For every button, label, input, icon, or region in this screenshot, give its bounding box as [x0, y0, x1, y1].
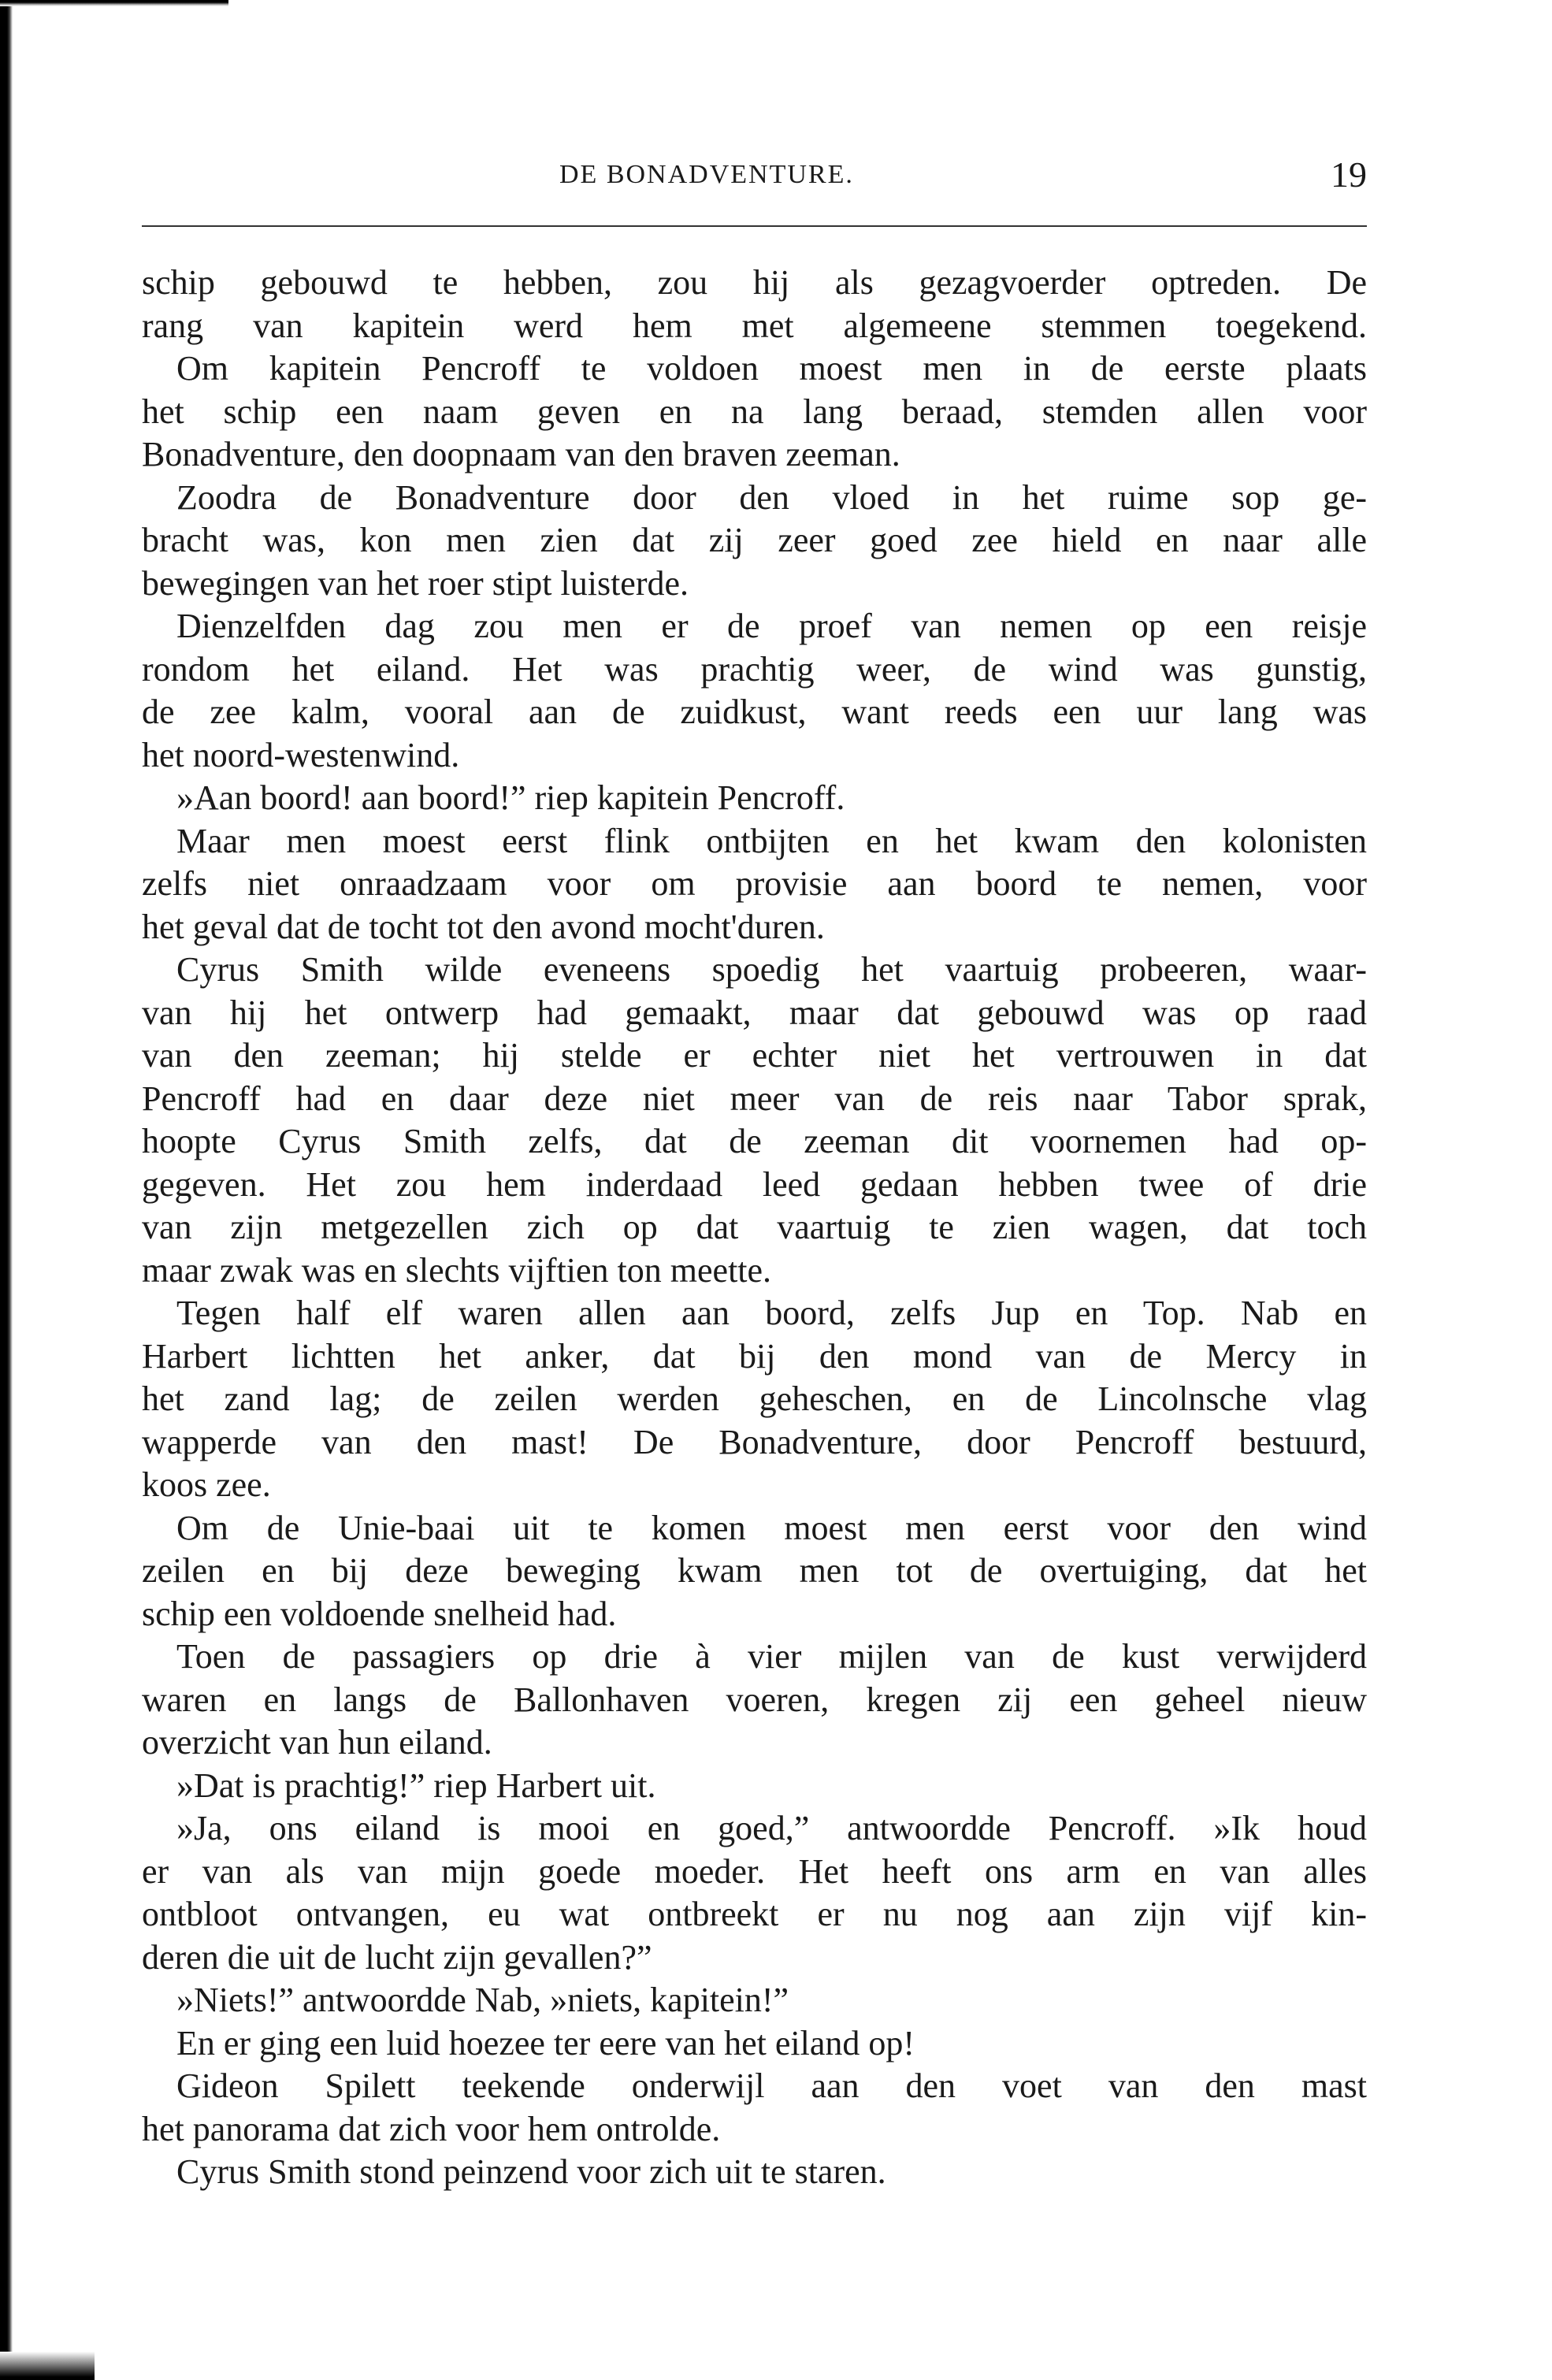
text-line: gegeven. Het zou hem inderdaad leed gedaan hebben twee of drie	[142, 1164, 1367, 1204]
text-line: van zijn metgezellen zich op dat vaartuig te zien wagen, dat toch	[142, 1208, 1367, 1246]
scan-border-top	[0, 0, 228, 6]
text-line: »Dat is prachtig!” riep Harbert uit.	[176, 1766, 656, 1805]
text-line: »Ja, ons eiland is mooi en goed,” antwoordde Pencroff. »Ik houd	[176, 1809, 1367, 1847]
text-line: schip gebouwd te hebben, zou hij als gezagvoerder optreden. De	[142, 263, 1367, 302]
text-line: koos zee.	[142, 1465, 271, 1504]
text-line: wapperde van den mast! De Bonadventure, door Pencroff bestuurd,	[142, 1422, 1367, 1461]
text-line: de zee kalm, vooral aan de zuidkust, want reeds een uur lang was	[142, 692, 1367, 731]
text-line: bewegingen van het roer stipt luisterde.	[142, 563, 689, 603]
text-line: Gideon Spilett teekende onderwijl aan den voet van den mast	[176, 2066, 1367, 2105]
text-line: het schip een naam geven en na lang beraad, stemden allen voor	[142, 392, 1367, 431]
running-title: DE BONADVENTURE.	[559, 160, 854, 189]
text-line: deren die uit de lucht zijn gevallen?”	[142, 1937, 652, 1977]
header-rule	[142, 225, 1367, 227]
text-line: rang van kapitein werd hem met algemeene stemmen toegekend.	[142, 306, 1367, 345]
text-line: Maar men moest eerst flink ontbijten en het kwam den kolonisten	[176, 821, 1367, 860]
text-line: het zand lag; de zeilen werden geheschen, en de Lincolnsche vlag	[142, 1379, 1367, 1418]
text-line: Om de Unie-baai uit te komen moest men eerst voor den wind	[176, 1508, 1367, 1547]
scan-border-left	[0, 0, 13, 2380]
text-line: Tegen half elf waren allen aan boord, zelfs Jup en Top. Nab en	[176, 1294, 1367, 1332]
text-line: het geval dat de tocht tot den avond mocht'duren.	[142, 907, 825, 946]
body-text	[142, 262, 1367, 2194]
text-line: Zoodra de Bonadventure door den vloed in het ruime sop ge-	[176, 477, 1367, 517]
text-line: ontbloot ontvangen, eu wat ontbreekt er nu nog aan zijn vijf kin-	[142, 1895, 1367, 1933]
text-line: En er ging een luid hoezee ter eere van het eiland op!	[176, 2023, 915, 2063]
text-line: Bonadventure, den doopnaam van den braven zeeman.	[142, 435, 900, 473]
text-line: Om kapitein Pencroff te voldoen moest men in de eerste plaats	[176, 349, 1367, 388]
text-line: Cyrus Smith stond peinzend voor zich uit te staren.	[176, 2152, 886, 2191]
running-header	[142, 154, 1367, 201]
text-line: van hij het ontwerp had gemaakt, maar dat gebouwd was op raad	[142, 993, 1367, 1032]
text-line: het panorama dat zich voor hem ontrolde.	[142, 2109, 721, 2148]
text-line: zeilen en bij deze beweging kwam men tot de overtuiging, dat het	[142, 1551, 1367, 1590]
text-line: schip een voldoende snelheid had.	[142, 1594, 617, 1633]
text-line: van den zeeman; hij stelde er echter niet het vertrouwen in dat	[142, 1036, 1367, 1075]
text-line: Pencroff had en daar deze niet meer van de reis naar Tabor sprak,	[142, 1079, 1367, 1118]
text-line: het noord-westenwind.	[142, 735, 460, 774]
text-line: waren en langs de Ballonhaven voeren, kregen zij een geheel nieuw	[142, 1680, 1367, 1719]
page-number: 19	[1331, 154, 1367, 195]
text-line: Harbert lichtten het anker, dat bij den mond van de Mercy in	[142, 1336, 1367, 1376]
text-line: bracht was, kon men zien dat zij zeer goed zee hield en naar alle	[142, 521, 1367, 559]
text-line: Toen de passagiers op drie à vier mijlen van de kust verwijderd	[176, 1637, 1367, 1676]
text-line: er van als van mijn goede moeder. Het heeft ons arm en van alles	[142, 1851, 1367, 1891]
text-line: »Aan boord! aan boord!” riep kapitein Pencroff.	[176, 778, 845, 817]
text-line: rondom het eiland. Het was prachtig weer, de wind was gunstig,	[142, 649, 1367, 689]
text-line: Cyrus Smith wilde eveneens spoedig het vaartuig probeeren, waar-	[176, 950, 1367, 989]
text-line: »Niets!” antwoordde Nab, »niets, kapitein!”	[176, 1981, 789, 2019]
text-line: Dienzelfden dag zou men er de proef van nemen op een reisje	[176, 607, 1367, 645]
text-line: maar zwak was en slechts vijftien ton meette.	[142, 1250, 772, 1290]
text-line: overzicht van hun eiland.	[142, 1723, 492, 1762]
text-line: hoopte Cyrus Smith zelfs, dat de zeeman dit voornemen had op-	[142, 1122, 1367, 1160]
text-line: zelfs niet onraadzaam voor om provisie aan boord te nemen, voor	[142, 864, 1367, 903]
scan-border-bottom	[0, 2352, 95, 2380]
